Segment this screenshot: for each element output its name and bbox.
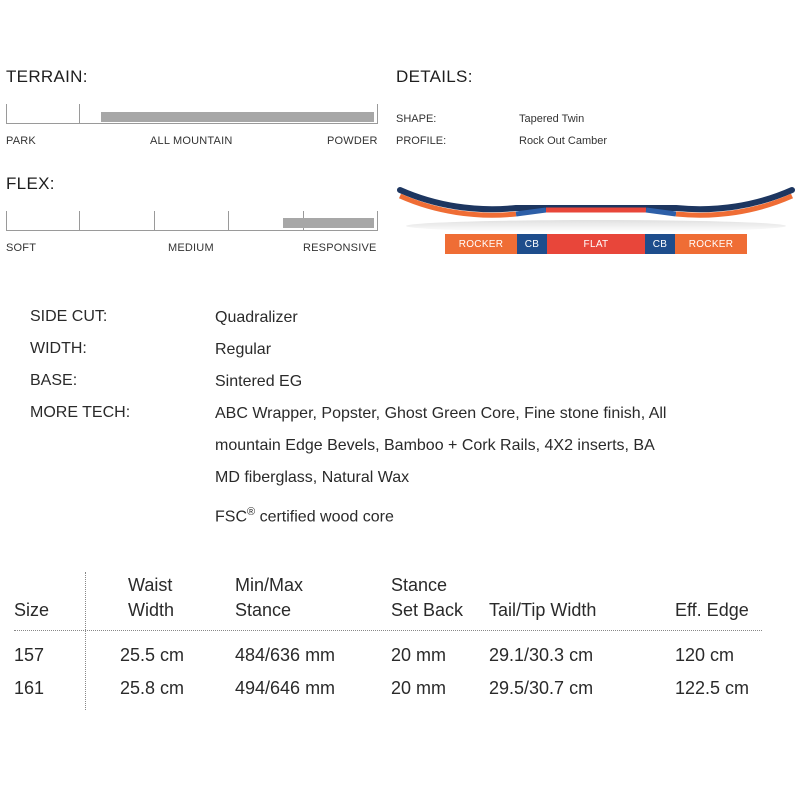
table-cell: 25.8 cm: [120, 678, 185, 698]
spec-value-base: Sintered EG: [215, 373, 303, 390]
spec-value-side-cut: Quadralizer: [215, 309, 298, 326]
detail-key-profile: PROFILE:: [396, 135, 447, 147]
board-top-outline: [400, 190, 792, 209]
terrain-scale: [6, 104, 378, 124]
flex-scale-tick: [79, 211, 80, 231]
detail-value-shape: Tapered Twin: [519, 113, 585, 125]
terrain-label-powder: POWDER: [327, 135, 378, 147]
board-shadow: [406, 220, 786, 232]
table-cell: 161: [14, 678, 45, 698]
profile-segment-bar: [445, 234, 747, 254]
spec-key-more-tech: MORE TECH:: [30, 404, 131, 421]
table-cell: 484/636 mm: [235, 645, 336, 665]
header-setback-line-1: Stance: [391, 575, 448, 595]
header-setback-line-2: Set Back: [391, 600, 464, 620]
flex-scale: [6, 211, 378, 231]
detail-key-shape: SHAPE:: [396, 113, 437, 125]
table-header-divider: [14, 630, 762, 631]
table-cell: 29.1/30.3 cm: [489, 645, 594, 665]
segment-camber-left: CB: [517, 234, 547, 254]
detail-value-profile: Rock Out Camber: [519, 135, 608, 147]
table-cell: 494/646 mm: [235, 678, 336, 698]
header-waist-line-2: Width: [128, 600, 175, 620]
spec-key-side-cut: SIDE CUT:: [30, 308, 108, 325]
terrain-range-bar: [101, 112, 374, 122]
segment-rocker-right: ROCKER: [675, 234, 747, 254]
table-cell: 20 mm: [391, 645, 447, 665]
terrain-label-park: PARK: [6, 135, 36, 147]
flex-label-responsive: RESPONSIVE: [303, 242, 377, 254]
table-cell: 29.5/30.7 cm: [489, 678, 594, 698]
registered-mark: ®: [247, 506, 256, 518]
flex-range-bar: [283, 218, 374, 228]
terrain-label-all-mountain: ALL MOUNTAIN: [150, 135, 233, 147]
table-cell: 122.5 cm: [675, 678, 750, 698]
header-size: Size: [14, 600, 50, 620]
terrain-scale-tick: [79, 104, 80, 124]
header-tail-tip-width: Tail/Tip Width: [489, 600, 597, 620]
spec-value-width: Regular: [215, 341, 272, 358]
spec-key-base: BASE:: [30, 372, 78, 389]
header-waist-line-1: Waist: [128, 575, 173, 595]
flex-label-medium: MEDIUM: [168, 242, 214, 254]
fsc-certification: [215, 496, 394, 533]
header-stance-line-2: Stance: [235, 600, 292, 620]
spec-value-more-tech-line-3: MD fiberglass, Natural Wax: [215, 469, 410, 486]
fsc-certified-text: certified wood core: [259, 508, 394, 526]
table-cell: 25.5 cm: [120, 645, 185, 665]
fsc-text: FSC: [215, 508, 247, 526]
table-vertical-divider: [85, 572, 86, 710]
segment-rocker-left: ROCKER: [445, 234, 517, 254]
flex-label-soft: SOFT: [6, 242, 37, 254]
table-cell: 157: [14, 645, 45, 665]
flex-title: FLEX:: [6, 174, 55, 193]
spec-value-more-tech-line-2: mountain Edge Bevels, Bamboo + Cork Rails, 4X2 inserts, BA: [215, 437, 655, 454]
header-eff-edge: Eff. Edge: [675, 600, 749, 620]
flex-scale-tick: [154, 211, 155, 231]
details-title: DETAILS:: [396, 67, 473, 86]
header-stance-line-1: Min/Max: [235, 575, 304, 595]
terrain-title: TERRAIN:: [6, 67, 88, 86]
flex-scale-tick: [228, 211, 229, 231]
segment-flat: FLAT: [547, 234, 645, 254]
table-cell: 120 cm: [675, 645, 735, 665]
spec-key-width: WIDTH:: [30, 340, 87, 357]
segment-camber-right: CB: [645, 234, 675, 254]
table-cell: 20 mm: [391, 678, 447, 698]
spec-value-more-tech-line-1: ABC Wrapper, Popster, Ghost Green Core, Fine stone finish, All: [215, 405, 667, 422]
